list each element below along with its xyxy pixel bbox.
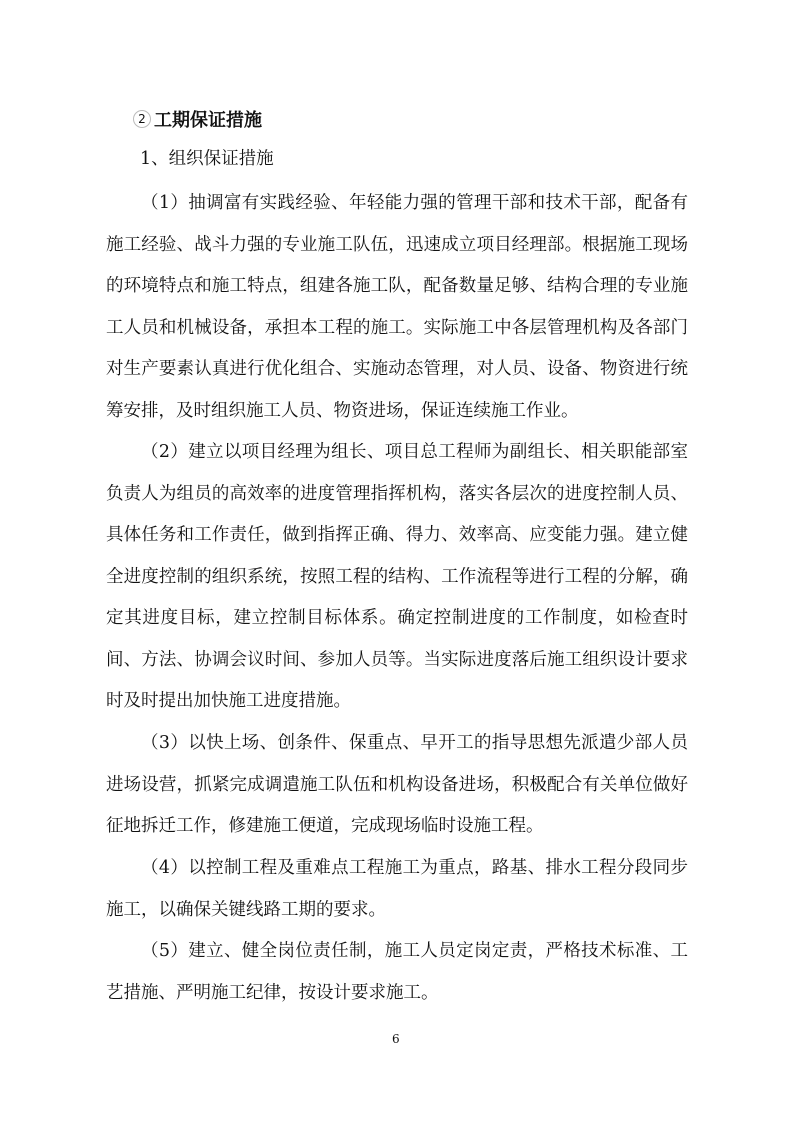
paragraph-2: （2）建立以项目经理为组长、项目总工程师为副组长、相关职能部室负责人为组员的高效率的进度管理指挥机构，落实各层次的进度控制人员、具体任务和工作责任，做到指挥正确、得力、效率高、应变能力强。建立健全进度控制的组织系统，按照工程的结构、工作流程等进行工程的分解，确定其进度目标，建立控制目标体系。确定控制进度的工作制度，如检查时间、方法、协调会议时间、参加人员等。当实际进度落后施工组织设计要求时及时提出加快施工进度措施。 (106, 442, 688, 711)
paragraph-1-block (106, 183, 688, 432)
paragraph-4-block (106, 848, 688, 931)
paragraph-2-block (106, 432, 688, 723)
page-number: 6 (392, 1032, 400, 1046)
section-heading (133, 106, 262, 132)
paragraph-5: （5）建立、健全岗位责任制，施工人员定岗定责，严格技术标准、工艺措施、严明施工纪律，按设计要求施工。 (106, 941, 688, 1003)
paragraph-4: （4）以控制工程及重难点工程施工为重点，路基、排水工程分段同步施工，以确保关键线路工期的要求。 (106, 858, 688, 920)
paragraph-3: （3）以快上场、创条件、保重点、早开工的指导思想先派遣少部人员进场设营，抓紧完成调遣施工队伍和机构设备进场，积极配合有关单位做好征地拆迁工作，修建施工便道，完成现场临时设施工程。 (106, 733, 688, 836)
section-title: 工期保证措施 (154, 110, 262, 131)
subsection-title: 1、组织保证措施 (140, 149, 274, 169)
paragraph-1: （1）抽调富有实践经验、年轻能力强的管理干部和技术干部，配备有施工经验、战斗力强的专业施工队伍，迅速成立项目经理部。根据施工现场的环境特点和施工特点，组建各施工队，配备数量足够、结构合理的专业施工人员和机械设备，承担本工程的施工。实际施工中各层管理机构及各部门对生产要素认真进行优化组合、实施动态管理，对人员、设备、物资进行统筹安排，及时组织施工人员、物资进场，保证连续施工作业。 (106, 193, 688, 421)
paragraph-5-block (106, 931, 688, 1014)
paragraph-3-block (106, 723, 688, 848)
section-number-circle: 2 (133, 110, 151, 128)
